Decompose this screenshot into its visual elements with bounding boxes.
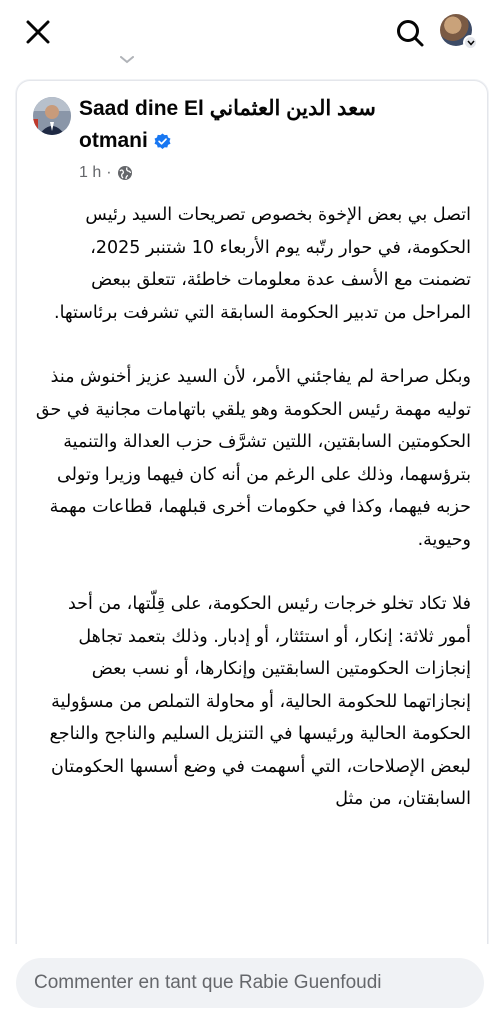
post-paragraph-3: فلا تكاد تخلو خرجات رئيس الحكومة، على قِلّتها، من أحد أمور ثلاثة: إنكار، أو استئثار، أو إدبار. وذلك بتعمد تجاهل إنجازات الحكومتين السابقتين وإنكارها، أو نسب بعض إنجازاتهما للحكومة الحالية، أو محاولة التملص من مسؤولية الحكومة الحالية ورئيسها في التنزيل السليم والناجح والناجع لبعض الإصلاحات، التي أسهمت في وضع أسسها الحكومتان السابقتان، من مثل [49, 594, 471, 809]
author-name-line1: Saad dine El سعد الدين العثماني [79, 97, 376, 120]
scroll-peek-arrow [120, 56, 134, 64]
profile-menu-button[interactable] [440, 14, 478, 52]
post-paragraph-2: وبكل صراحة لم يفاجئني الأمر، لأن السيد عزيز أخنوش منذ توليه مهمة رئيس الحكومة وهو يلقي باتهامات مجانية في حق الحكومتين السابقتين، اللتين تشرَّف حزب العدالة والتنمية بترؤسهما، وذلك على الرغم من أنه كان فيهما وزيرا وتولى حزبه فيهما، وكذا في حكومات أخرى قبلهما، قطاعات مهمة وحيوية. [35, 367, 471, 550]
search-button[interactable] [392, 15, 428, 51]
globe-icon [117, 165, 133, 181]
meta-separator: · [106, 164, 112, 181]
author-name[interactable] [79, 93, 439, 157]
author-name-line2: otmani [79, 129, 148, 152]
comment-bar [0, 944, 501, 1024]
search-icon [395, 18, 425, 48]
close-button[interactable] [22, 16, 54, 48]
close-icon [25, 19, 51, 45]
comment-input[interactable] [16, 958, 484, 1008]
post-card [16, 80, 488, 982]
post-meta [79, 164, 133, 182]
post-time[interactable]: 1 h [79, 164, 102, 181]
post-header [17, 81, 487, 191]
post-body [33, 199, 471, 848]
top-bar [0, 0, 501, 66]
chevron-down-icon [463, 35, 478, 50]
verified-badge-icon [154, 133, 171, 150]
author-avatar[interactable] [33, 97, 71, 135]
post-paragraph-1: اتصل بي بعض الإخوة بخصوص تصريحات السيد رئيس الحكومة، في حوار رتّبه يوم الأربعاء 10 شتنبر 2025، تضمنت مع الأسف عدة معلومات خاطئة، تتعلق ببعض المراحل من تدبير الحكومة السابقة التي تشرفت برئاستها. [54, 205, 471, 323]
